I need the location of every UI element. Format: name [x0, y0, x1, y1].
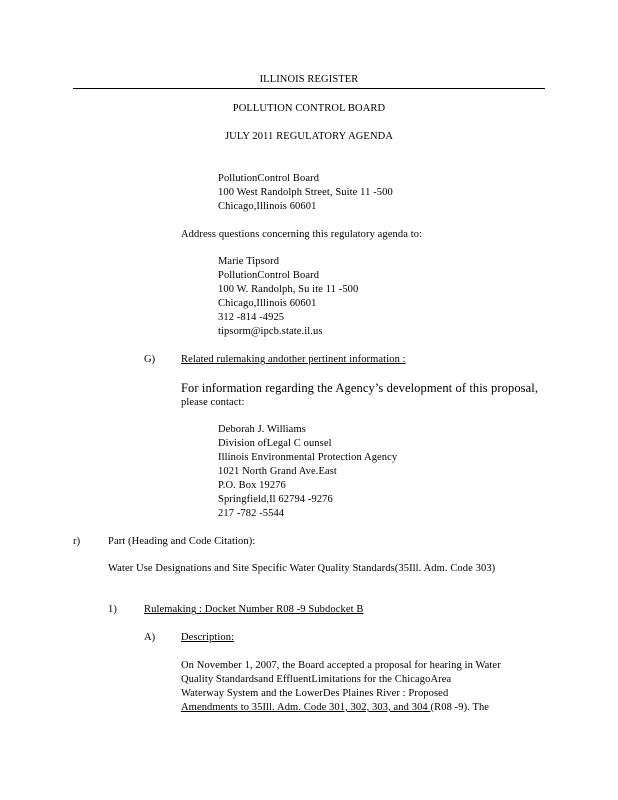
section-g-marker: G)	[144, 354, 156, 365]
address-questions-text: Address questions concerning this regulatory agenda to:	[181, 229, 423, 240]
rulemaking-marker: 1)	[108, 604, 117, 615]
contact-phone: 217 -782 -5544	[218, 508, 285, 519]
contact-line: Illinois Environmental Protection Agency	[218, 452, 398, 463]
contact-line: Marie Tipsord	[218, 256, 280, 267]
rulemaking-line	[144, 603, 363, 617]
address-line: 100 West Randolph Street, Suite 11 -500	[218, 187, 393, 198]
section-r-marker: r)	[73, 536, 81, 547]
contact-line: Deborah J. Williams	[218, 424, 306, 435]
description-label: Description:	[181, 632, 235, 643]
contact-line: P.O. Box 19276	[218, 480, 286, 491]
description-line: Waterway System and the LowerDes Plaines River : Proposed	[181, 688, 449, 699]
contact-email: tipsorm@ipcb.state.il.us	[218, 326, 323, 337]
address-line: PollutionControl Board	[218, 173, 320, 184]
description-marker: A)	[144, 632, 156, 643]
board-title: POLLUTION CONTROL BOARD	[232, 103, 386, 114]
rulemaking-label: Rulemaking	[144, 604, 197, 615]
contact-line: 100 W. Randolph, Su ite 11 -500	[218, 284, 359, 295]
description-line	[181, 701, 489, 715]
agenda-title: JULY 2011 REGULATORY AGENDA	[225, 131, 393, 142]
contact-line: Division ofLegal C ounsel	[218, 438, 332, 449]
amendments-reference: Amendments to 35Ill. Adm. Code 301, 302, 303, and 304	[181, 702, 431, 713]
agency-info-text: For information regarding the Agency’s development of this proposal,	[181, 381, 539, 395]
contact-line: PollutionControl Board	[218, 270, 320, 281]
description-line: On November 1, 2007, the Board accepted a proposal for hearing in Water	[181, 660, 501, 671]
description-line: Quality Standardsand EffluentLimitations for the ChicagoArea	[181, 674, 452, 685]
contact-phone: 312 -814 -4925	[218, 312, 285, 323]
section-g-heading: Related rulemaking andother pertinent information :	[181, 354, 406, 365]
contact-line: Chicago,Illinois 60601	[218, 298, 317, 309]
please-contact-text: please contact:	[181, 397, 245, 408]
docket-number: : Docket Number R08 -9 Subdocket B	[196, 604, 364, 615]
header-rule	[73, 88, 545, 89]
contact-line: Springfield,Il 62794 -9276	[218, 494, 333, 505]
docket-reference: (R08 -9). The	[430, 702, 490, 713]
contact-line: 1021 North Grand Ave.East	[218, 466, 337, 477]
register-title: ILLINOIS REGISTER	[259, 74, 359, 85]
section-r-heading: Part (Heading and Code Citation):	[108, 536, 256, 547]
address-line: Chicago,Illinois 60601	[218, 201, 317, 212]
code-citation-text: Water Use Designations and Site Specific Water Quality Standards(35Ill. Adm. Code 303)	[108, 563, 496, 574]
